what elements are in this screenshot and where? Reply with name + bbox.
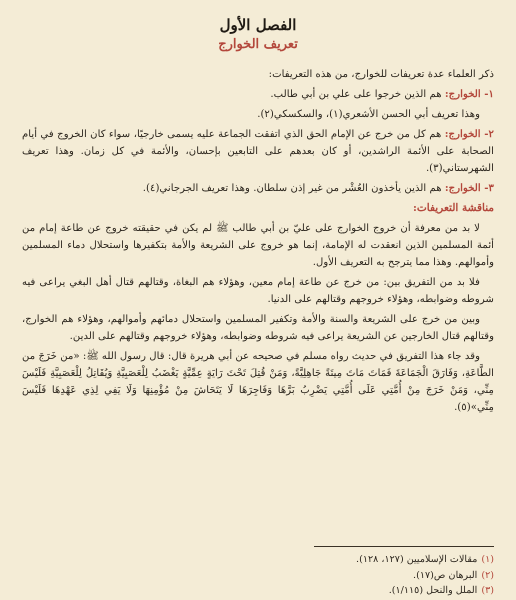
intro-paragraph: ذكر العلماء عدة تعريفات للخوارج، من هذه التعريفات: (268, 69, 494, 80)
chapter-title: الفصل الأول (219, 16, 297, 34)
footnote-2 (22, 568, 494, 584)
footnote-2-number: (٢) (481, 569, 494, 581)
definition-3-text: هم الذين يأخذون العُشْر من غير إذن سلطان. وهذا تعريف الجرجاني(٤). (142, 183, 442, 194)
footnote-3-text: الملل والنحل (١/١١٥). (388, 585, 478, 596)
definition-1 (22, 86, 494, 103)
definition-2 (22, 126, 494, 177)
definition-2-text: هم كل من خرج عن الإمام الحق الذي اتفقت الجماعة عليه يسمى خارجيًا، سواء كان الخروج في أيام الصحابة على الأئمة الراشدين، أو كان بعدهم على التابعين بإحسان، والأئمة في كل زمان. وهذا تعريف الشهرستاني(٣). (22, 129, 494, 174)
footnote-1-text: مقالات الإسلاميين (١٢٧، ١٢٨). (356, 554, 478, 565)
page-body (22, 66, 494, 419)
footnote-divider (314, 546, 494, 547)
paragraph-1: لا بد من معرفة أن خروج الخوارج على عليّ بن أبي طالب ﷺ لم يكن في حقيقته خروج عن طاعة إمام من أئمة المسلمين الذين انعقدت له الإمامة، إنما هو خروج على الشريعة والأمة بتكفيرها واستحلال دماء المسلمين وأموالهم. وهذا مما يترجح به التعريف الأول. (22, 223, 494, 268)
footnotes (22, 552, 494, 599)
definition-2-label: ٢- الخوارج: (444, 128, 494, 140)
definition-3 (22, 180, 494, 197)
footnote-1 (22, 552, 494, 568)
definition-1-label: ١- الخوارج: (444, 88, 494, 100)
definition-3-label: ٣- الخوارج: (444, 182, 494, 194)
footnote-3 (22, 583, 494, 599)
discussion-heading: مناقشة التعريفات: (412, 202, 494, 214)
definition-1-attribution: وهذا تعريف أبي الحسن الأشعري(١)، والسكسكي(٢). (257, 109, 480, 120)
paragraph-4-hadith: وقد جاء هذا التفريق في حديث رواه مسلم في صحيحه عن أبي هريرة قال: قال رسول الله ﷺ: «من خَرَجَ من الطَّاعَةِ، وَفَارَقَ الْجَمَاعَةَ فَمَاتَ مَاتَ مِيتَةً جَاهِلِيَّةً، وَمَنْ قُتِلَ تَحْتَ رَايَةٍ عِمِّيَّةٍ يَغْضَبُ لِلْعَصَبِيَّةِ وَيُقَاتِلُ لِلْعَصَبِيَّةِ فَلَيْسَ مِنِّي، وَمَنْ خَرَجَ مِنْ أُمَّتِي عَلَى أُمَّتِي يَضْرِبُ بَرَّهَا وَفَاجِرَهَا لَا يَتَحَاشَ مِنْ مُؤْمِنِهَا وَلَا يَفِي لِذِي عَهْدِهَا فَلَيْسَ مِنِّي»(٥). (22, 351, 494, 413)
definition-1-text: هم الذين خرجوا على علي بن أبي طالب. (270, 89, 442, 100)
section-title: تعريف الخوارج (218, 37, 298, 52)
paragraph-2: فلا بد من التفريق بين: من خرج عن طاعة إمام معين، وهؤلاء هم البغاة، وقتالهم قتال أهل البغي يراعى فيه شروطه وضوابطه، وهؤلاء خروجهم وقتالهم على الدنيا. (22, 277, 494, 305)
footnote-2-text: البرهان ص(١٧). (413, 569, 478, 581)
footnote-1-number: (١) (481, 554, 494, 565)
footnote-3-number: (٣) (481, 585, 494, 596)
paragraph-3: وبين من خرج على الشريعة والسنة والأمة وتكفير المسلمين واستحلال دمائهم وأموالهم، وهؤلاء هم الخوارج، وقتالهم قتال الخارجين عن الشريعة يراعى فيه شروطه وضوابطه، وهؤلاء خروجهم وقتالهم على الدين. (22, 314, 494, 342)
